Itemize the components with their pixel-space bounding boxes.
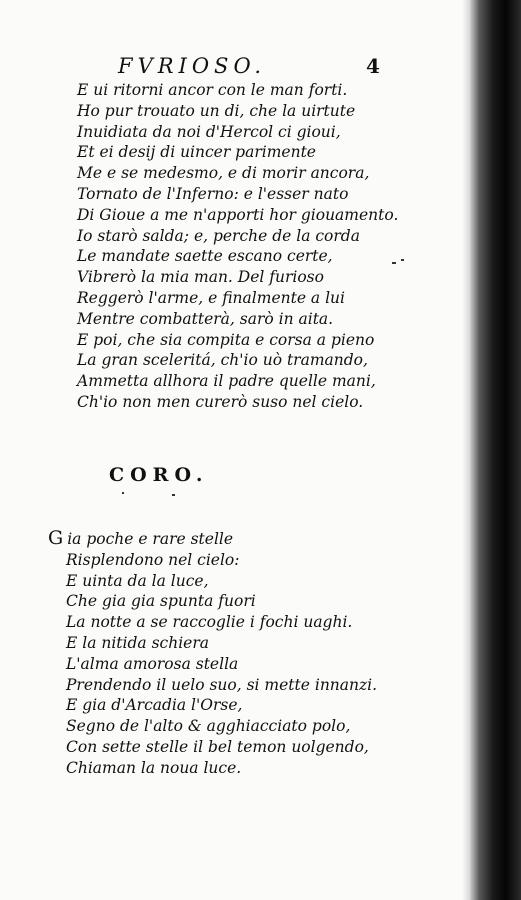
- verse-line: Tornato de l'Inferno: e l'esser nato: [77, 184, 349, 203]
- verse-line: E uinta da la luce,: [66, 571, 209, 590]
- drop-initial: G: [48, 527, 64, 549]
- ink-speck: [172, 494, 175, 496]
- verse-line: Me e se medesmo, e di morir ancora,: [77, 164, 370, 183]
- page-header: [0, 54, 470, 82]
- verse-line: Reggerò l'arme, e finalmente a lui: [77, 288, 345, 307]
- verse-line: Mentre combatterà, sarò in aita.: [77, 309, 334, 328]
- ink-speck: [401, 259, 404, 261]
- page-number: 4: [366, 54, 380, 78]
- verse-line: Ch'io non men curerò suso nel cielo.: [77, 392, 364, 411]
- verse-line: E gia d'Arcadia l'Orse,: [66, 696, 243, 715]
- verse-line: Et ei desij di uincer parimente: [77, 143, 316, 162]
- verse-line: Vibrerò la mia man. Del furioso: [77, 268, 324, 287]
- verse-line: Risplendono nel cielo:: [66, 550, 240, 569]
- verse-line: Di Gioue a me n'apporti hor giouamento.: [77, 205, 399, 224]
- verse-line: Con sette stelle il bel temon uolgendo,: [66, 737, 369, 756]
- verse-line: Ho pur trouato un di, che la uirtute: [77, 101, 356, 120]
- verse-line: La notte a se raccoglie i fochi uaghi.: [66, 613, 353, 632]
- verse-line: Inuidiata da noi d'Hercol ci gioui,: [77, 122, 341, 141]
- verse-line: L'alma amorosa stella: [66, 654, 239, 673]
- chorus-verse-block: [48, 528, 458, 779]
- speech-verse-block: [77, 80, 462, 413]
- verse-line: E poi, che sia compita e corsa a pieno: [77, 330, 375, 349]
- verse-line: Prendendo il uelo suo, si mette innanzi.: [66, 675, 378, 694]
- book-spine: [470, 0, 521, 900]
- verse-line: E la nitida schiera: [66, 633, 209, 652]
- verse-line: E ui ritorni ancor con le man forti.: [77, 81, 348, 99]
- ink-speck: [392, 262, 396, 264]
- verse-line: Chiaman la noua luce.: [66, 758, 242, 777]
- verse-line: La gran sceleritá, ch'io uò tramando,: [77, 351, 368, 370]
- verse-line: Io starò salda; e, perche de la corda: [77, 226, 360, 245]
- verse-line: Le mandate saette escano certe,: [77, 247, 333, 266]
- verse-line: Che gia gia spunta fuori: [66, 592, 256, 611]
- ink-speck: [122, 492, 124, 494]
- verse-line: [48, 528, 458, 550]
- first-line-text: ia poche e rare stelle: [67, 530, 234, 548]
- running-title: FVRIOSO.: [118, 54, 267, 78]
- verse-line: Segno de l'alto & agghiacciato polo,: [66, 717, 351, 736]
- chorus-heading: CORO.: [109, 464, 209, 486]
- verse-line: Ammetta allhora il padre quelle mani,: [77, 372, 376, 391]
